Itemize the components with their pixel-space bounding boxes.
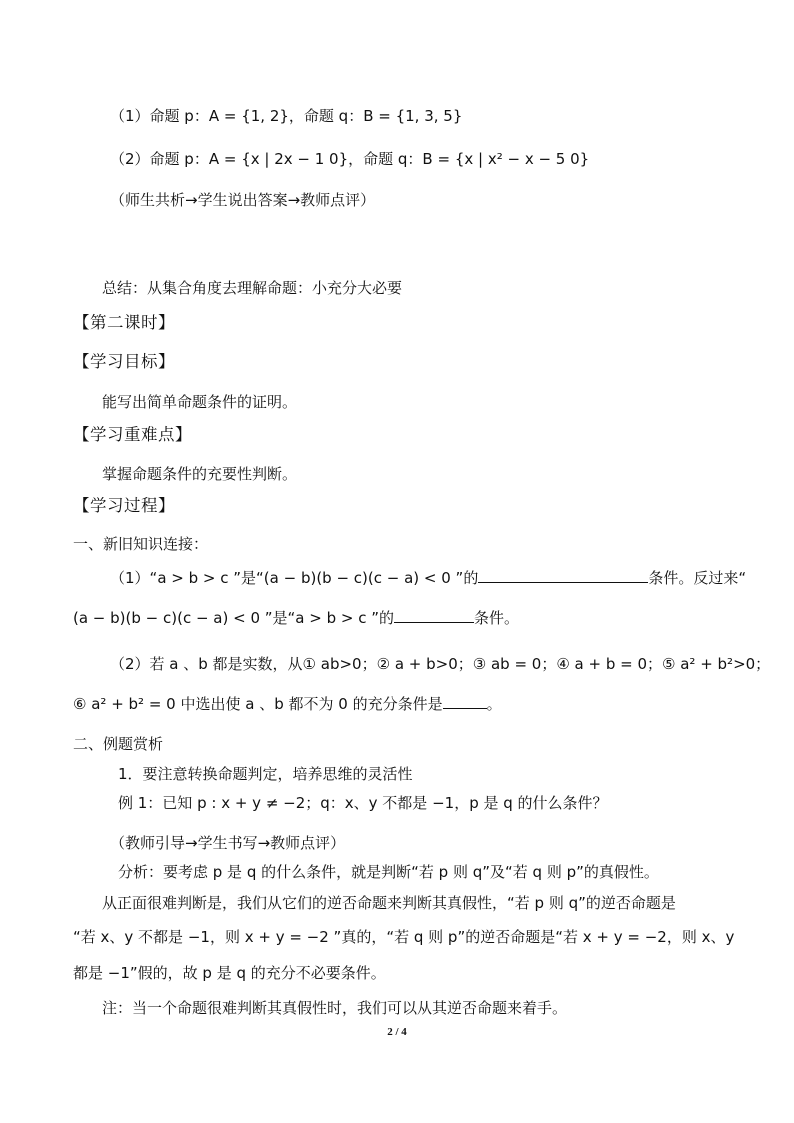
question-1-part-c: (a − b)(b − c)(c − a) < 0 ”是“a > b > c ”的	[73, 609, 395, 627]
question-2-line-1: （2）若 a 、b 都是实数，从① ab>0；② a + b>0；③ ab = 0；④ a + b = 0；⑤ a² + b²>0；	[110, 655, 771, 673]
analysis-line-3: “若 x、y 不都是 −1，则 x + y = −2 ”真的，“若 q 则 p”的逆否命题是“若 x + y = −2，则 x、y	[73, 928, 735, 946]
section-1-title: 一、新旧知识连接：	[73, 535, 209, 553]
subsection-1-title: 1．要注意转换命题判定，培养思维的灵活性	[118, 765, 413, 783]
summary-text: 总结：从集合角度去理解命题：小充分大必要	[102, 279, 403, 297]
answer-blank-3[interactable]	[443, 694, 487, 709]
question-1-part-a: （1）“a > b > c ”是“(a − b)(b − c)(c − a) < 0 ”的	[110, 569, 479, 587]
proposition-line-2: （2）命题 p：A = {x | 2x − 1 0}，命题 q：B = {x | x² − x − 5 0}	[110, 150, 590, 168]
answer-blank-2[interactable]	[394, 608, 474, 623]
note-text: 注：当一个命题很难判断其真假性时，我们可以从其逆否命题来着手。	[102, 999, 568, 1017]
proposition-line-1: （1）命题 p：A = {1, 2}，命题 q：B = {1, 3, 5}	[110, 107, 463, 125]
question-1-line-1	[110, 568, 746, 588]
goals-text: 能写出简单命题条件的证明。	[102, 393, 298, 411]
heading-lesson-2: 【第二课时】	[73, 313, 175, 332]
section-2-title: 二、例题赏析	[73, 735, 164, 753]
heading-key-points: 【学习重难点】	[73, 425, 192, 444]
heading-goals: 【学习目标】	[73, 352, 175, 371]
analysis-line-1: 分析：要考虑 p 是 q 的什么条件，就是判断“若 p 则 q”及“若 q 则 p”的真假性。	[118, 863, 659, 881]
question-2-part-c: 。	[486, 695, 502, 713]
question-1-part-b: 条件。反过来“	[648, 569, 747, 587]
question-1-part-d: 条件。	[474, 609, 520, 627]
page-number: 2 / 4	[387, 1026, 407, 1038]
question-1-line-2	[73, 608, 519, 628]
analysis-line-4: 都是 −1”假的，故 p 是 q 的充分不必要条件。	[73, 964, 386, 982]
analysis-line-2: 从正面很难判断是，我们从它们的逆否命题来判断其真假性，“若 p 则 q”的逆否命题是	[102, 894, 676, 912]
key-points-text: 掌握命题条件的充要性判断。	[102, 465, 298, 483]
heading-process: 【学习过程】	[73, 496, 175, 515]
method-note-2: （教师引导→学生书写→教师点评）	[110, 834, 346, 852]
method-note-1: （师生共析→学生说出答案→教师点评）	[110, 191, 376, 209]
answer-blank-1[interactable]	[478, 568, 648, 583]
question-2-line-2	[73, 694, 502, 714]
question-2-part-b: ⑥ a² + b² = 0 中选出使 a 、b 都不为 0 的充分条件是	[73, 695, 443, 713]
example-1: 例 1：已知 p : x + y ≠ −2；q：x、y 不都是 −1，p 是 q 的什么条件？	[118, 794, 608, 812]
